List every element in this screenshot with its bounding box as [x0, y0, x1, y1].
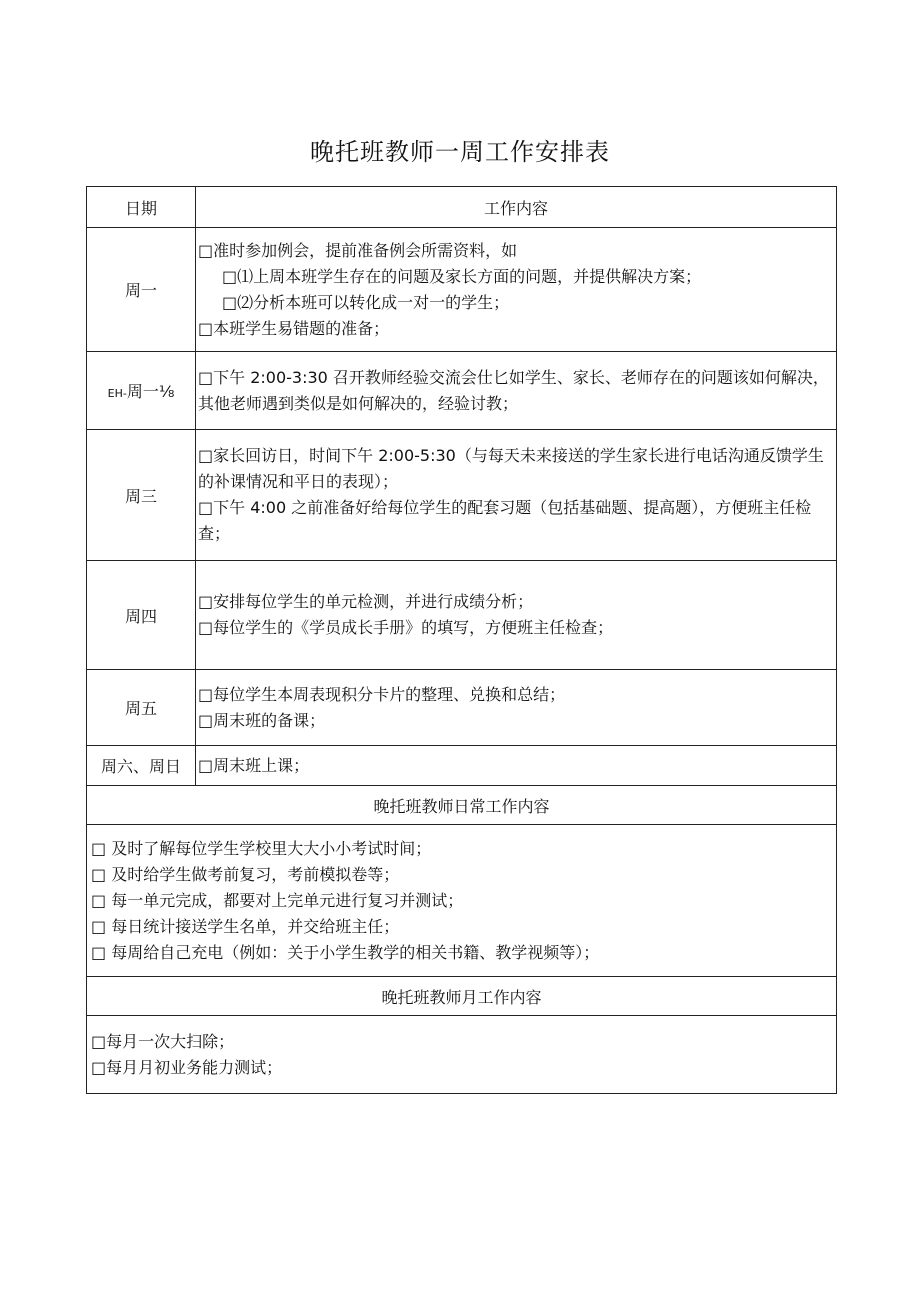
content-line: □本班学生易错题的准备；: [198, 318, 390, 338]
table-row: [87, 228, 837, 352]
table-row: [87, 825, 837, 977]
page-title: 晚托班教师一周工作安排表: [310, 138, 610, 166]
content-cell: [196, 561, 837, 670]
day-cell: 周六、周日: [87, 746, 196, 786]
table-header-row: [87, 187, 837, 228]
daily-list: [87, 825, 837, 977]
list-item: □ 及时了解每位学生学校里大大小小考试时间；: [91, 838, 432, 858]
day-cell: [87, 352, 196, 430]
content-line: □⑵分析本班可以转化成一对一的学生；: [222, 292, 510, 312]
day-cell: 周五: [87, 670, 196, 746]
section-header-row: [87, 977, 837, 1016]
day-label: 周一⅛: [126, 382, 175, 401]
daily-section-title: 晚托班教师日常工作内容: [87, 786, 837, 825]
header-content: 工作内容: [196, 187, 837, 228]
list-item: □ 每一单元完成，都要对上完单元进行复习并测试；: [91, 890, 464, 910]
content-cell: [196, 746, 837, 786]
content-line: □周末班的备课；: [198, 710, 326, 730]
list-item: □ 每周给自己充电（例如：关于小学生教学的相关书籍、教学视频等）；: [91, 942, 600, 962]
day-prefix: EH-: [107, 387, 127, 400]
content-line: □周末班上课；: [198, 755, 310, 775]
day-cell: 周三: [87, 430, 196, 561]
table-row: [87, 352, 837, 430]
table-row: [87, 1016, 837, 1094]
content-line: □安排每位学生的单元检测，并进行成绩分析；: [198, 592, 534, 611]
day-cell: 周一: [87, 228, 196, 352]
content-line: □家长回访日，时间下午 2:00-5:30（与每天未来接送的学生家长进行电话沟通反馈学生的补课情况和平日的表现）；: [198, 446, 824, 491]
day-cell: 周四: [87, 561, 196, 670]
content-line: □⑴上周本班学生存在的问题及家长方面的问题，并提供解决方案；: [222, 266, 702, 286]
section-header-row: [87, 786, 837, 825]
table-row: [87, 430, 837, 561]
content-cell: [196, 670, 837, 746]
table-row: [87, 561, 837, 670]
monthly-section-title: 晚托班教师月工作内容: [87, 977, 837, 1016]
list-item: □每月一次大扫除；: [91, 1031, 235, 1051]
table-row: [87, 670, 837, 746]
content-line: □准时参加例会，提前准备例会所需资料，如: [198, 240, 518, 260]
monthly-list: [87, 1016, 837, 1094]
content-line: □每位学生的《学员成长手册》的填写，方便班主任检查；: [198, 618, 614, 637]
list-item: □ 每日统计接送学生名单，并交给班主任；: [91, 916, 400, 936]
schedule-table: [86, 186, 837, 1094]
content-line: □每位学生本周表现积分卡片的整理、兑换和总结；: [198, 684, 566, 704]
content-cell: [196, 228, 837, 352]
list-item: □每月月初业务能力测试；: [91, 1057, 283, 1077]
content-cell: [196, 352, 837, 430]
content-cell: [196, 430, 837, 561]
content-line: □下午 4:00 之前准备好给每位学生的配套习题（包括基础题、提高题），方便班主任检查；: [198, 498, 812, 543]
content-line: □下午 2:00-3:30 召开教师经验交流会仕匕如学生、家长、老师存在的问题该如何解决，其他老师遇到类似是如何解决的，经验讨教；: [198, 367, 829, 413]
header-date: 日期: [87, 187, 196, 228]
list-item: □ 及时给学生做考前复习，考前模拟卷等；: [91, 864, 400, 884]
table-row: [87, 746, 837, 786]
